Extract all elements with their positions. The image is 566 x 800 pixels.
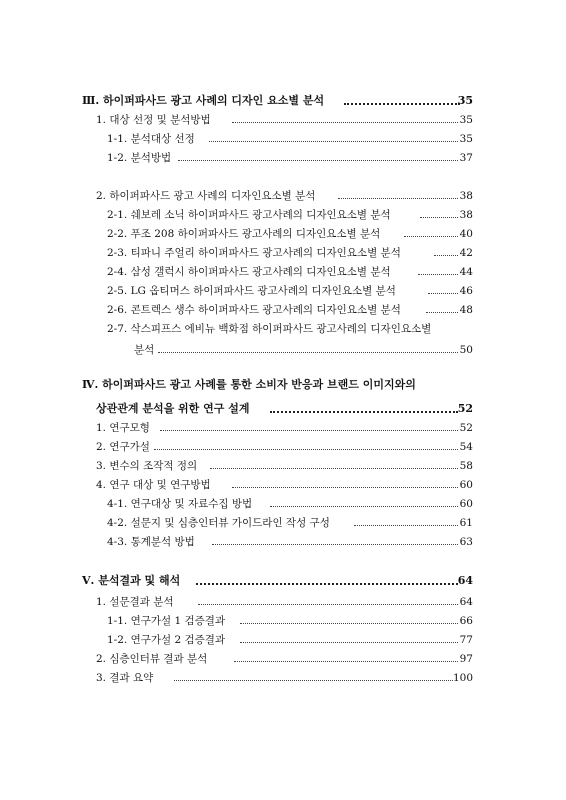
toc-section <box>0 186 566 206</box>
toc-section <box>0 437 566 457</box>
toc-subsection <box>0 494 566 514</box>
toc-page-number: 60 <box>459 498 473 510</box>
toc-page-number: 42 <box>459 247 473 259</box>
toc-entry-text: 4-3. 통계분석 방법 <box>107 536 195 548</box>
toc-leader-dots <box>158 352 458 353</box>
toc-leader-dots <box>270 411 458 413</box>
toc-leader-dots <box>154 449 458 450</box>
toc-entry-text: Ⅲ. 하이퍼파사드 광고 사례의 디자인 요소별 분석 <box>82 94 325 107</box>
toc-subsection <box>0 129 566 149</box>
toc-entry-text: 4. 연구 대상 및 연구방법 <box>96 479 211 491</box>
toc-entry-text: 3. 변수의 조작적 정의 <box>96 460 198 472</box>
toc-entry-text: 1. 연구모형 <box>96 422 150 434</box>
toc-entry-text: 2-5. LG 옵티머스 하이퍼파사드 광고사례의 디자인요소별 분석 <box>107 285 396 297</box>
toc-entry-text: 2. 하이퍼파사드 광고 사례의 디자인요소별 분석 <box>96 190 316 202</box>
toc-entry-text: 2-3. 티파니 주얼리 하이퍼파사드 광고사례의 디자인요소별 분석 <box>107 247 401 259</box>
toc-leader-dots <box>270 506 458 507</box>
toc-page-number: 37 <box>459 152 473 164</box>
toc-entry-text: 4-2. 설문지 및 심층인터뷰 가이드라인 작성 구성 <box>107 517 330 529</box>
toc-entry-text: 1-2. 분석방법 <box>107 152 172 164</box>
toc-leader-dots <box>434 255 458 256</box>
toc-entry-text: 1. 대상 선정 및 분석방법 <box>96 114 211 126</box>
toc-page-number: 54 <box>459 441 473 453</box>
toc-section <box>0 418 566 438</box>
toc-leader-dots <box>198 604 458 605</box>
toc-entry-text: 2-6. 콘트렉스 생수 하이퍼파사드 광고사례의 디자인요소별 분석 <box>107 304 401 316</box>
toc-entry-text: 2-1. 쉐보레 소닉 하이퍼파사드 광고사례의 디자인요소별 분석 <box>107 209 391 221</box>
toc-leader-dots <box>418 274 458 275</box>
toc-leader-dots <box>212 544 458 545</box>
toc-section <box>0 110 566 130</box>
toc-leader-dots <box>428 293 458 294</box>
toc-page-number: 61 <box>459 517 473 529</box>
toc-entry-text: 1-1. 분석대상 선정 <box>107 133 195 145</box>
toc-subsection <box>0 243 566 263</box>
toc-entry-text: Ⅳ. 하이퍼파사드 광고 사례를 통한 소비자 반응과 브랜드 이미지와의 <box>82 378 416 391</box>
toc-page-number: 35 <box>459 133 473 145</box>
toc-entry-text: 4-1. 연구대상 및 자료수집 방법 <box>107 498 253 510</box>
toc-subsection <box>0 630 566 650</box>
toc-section <box>0 456 566 476</box>
toc-subsection <box>0 224 566 244</box>
toc-leader-dots <box>420 217 458 218</box>
toc-leader-dots <box>234 661 458 662</box>
toc-entry-text: 3. 결과 요약 <box>96 672 154 684</box>
toc-leader-dots <box>196 583 458 585</box>
toc-entry-text: 2. 연구가설 <box>96 441 150 453</box>
toc-entry-text: 2-4. 삼성 갤럭시 하이퍼파사드 광고사례의 디자인요소별 분석 <box>107 266 391 278</box>
toc-leader-dots <box>232 122 458 123</box>
toc-page-number: 40 <box>459 228 473 240</box>
toc-page-number: 97 <box>459 653 473 665</box>
toc-subsection <box>0 611 566 631</box>
toc-page-number: 66 <box>459 615 473 627</box>
toc-page-number: 58 <box>459 460 473 472</box>
toc-entry-text: 1-1. 연구가설 1 검증결과 <box>107 615 226 627</box>
toc-leader-dots <box>240 642 458 643</box>
toc-entry-text: 2-2. 푸조 208 하이퍼파사드 광고사례의 디자인요소별 분석 <box>107 228 381 240</box>
toc-entry-text: 2. 심층인터뷰 결과 분석 <box>96 653 208 665</box>
toc-page-number: 38 <box>459 190 473 202</box>
toc-section <box>0 649 566 669</box>
toc-subsection <box>0 205 566 225</box>
toc-entry-text: 1. 설문결과 분석 <box>96 596 174 608</box>
toc-subsection <box>0 148 566 168</box>
toc-page-number: 35 <box>459 114 473 126</box>
toc-page-number: 64 <box>459 596 473 608</box>
toc-leader-dots <box>240 623 458 624</box>
toc-subsection <box>0 532 566 552</box>
toc-entry-text: 2-7. 삭스피프스 에비뉴 백화점 하이퍼파사드 광고사례의 디자인요소별 <box>107 323 432 335</box>
toc-chapter-4-continued <box>0 399 566 419</box>
toc-page-number: 44 <box>459 266 473 278</box>
toc-entry-text: 1-2. 연구가설 2 검증결과 <box>107 634 226 646</box>
toc-page-number: 52 <box>457 402 473 415</box>
toc-leader-dots <box>178 160 458 161</box>
toc-page-number: 100 <box>452 672 473 684</box>
toc-page-number: 52 <box>459 422 473 434</box>
toc-leader-dots <box>210 468 458 469</box>
toc-leader-dots <box>426 312 458 313</box>
toc-page-number: 38 <box>459 209 473 221</box>
toc-page-number: 46 <box>459 285 473 297</box>
toc-subsection-continued <box>0 340 566 360</box>
toc-entry-text: 상관관계 분석을 위한 연구 설계 <box>96 402 250 415</box>
toc-leader-dots <box>174 680 453 681</box>
toc-leader-dots <box>354 525 458 526</box>
toc-chapter-5 <box>0 571 566 591</box>
toc-page-number: 60 <box>459 479 473 491</box>
toc-section <box>0 592 566 612</box>
toc-section <box>0 475 566 495</box>
toc-subsection <box>0 513 566 533</box>
toc-chapter-3 <box>0 91 566 111</box>
toc-page-number: 48 <box>459 304 473 316</box>
toc-page-number: 63 <box>459 536 473 548</box>
toc-entry-text: 분석 <box>134 344 155 356</box>
toc-page-number: 50 <box>459 344 473 356</box>
toc-subsection <box>0 319 566 339</box>
toc-leader-dots <box>232 487 458 488</box>
toc-chapter-4 <box>0 375 566 395</box>
toc-leader-dots <box>209 141 458 142</box>
toc-subsection <box>0 262 566 282</box>
toc-subsection <box>0 281 566 301</box>
toc-subsection <box>0 300 566 320</box>
toc-page-number: 64 <box>457 574 473 587</box>
toc-leader-dots <box>338 198 458 199</box>
toc-entry-text: Ⅴ. 분석결과 및 해석 <box>82 574 181 587</box>
toc-page-number: 77 <box>459 634 473 646</box>
toc-leader-dots <box>404 236 458 237</box>
toc-page-number: 35 <box>457 94 473 107</box>
toc-leader-dots <box>344 103 460 105</box>
toc-section <box>0 668 566 688</box>
toc-leader-dots <box>160 430 458 431</box>
